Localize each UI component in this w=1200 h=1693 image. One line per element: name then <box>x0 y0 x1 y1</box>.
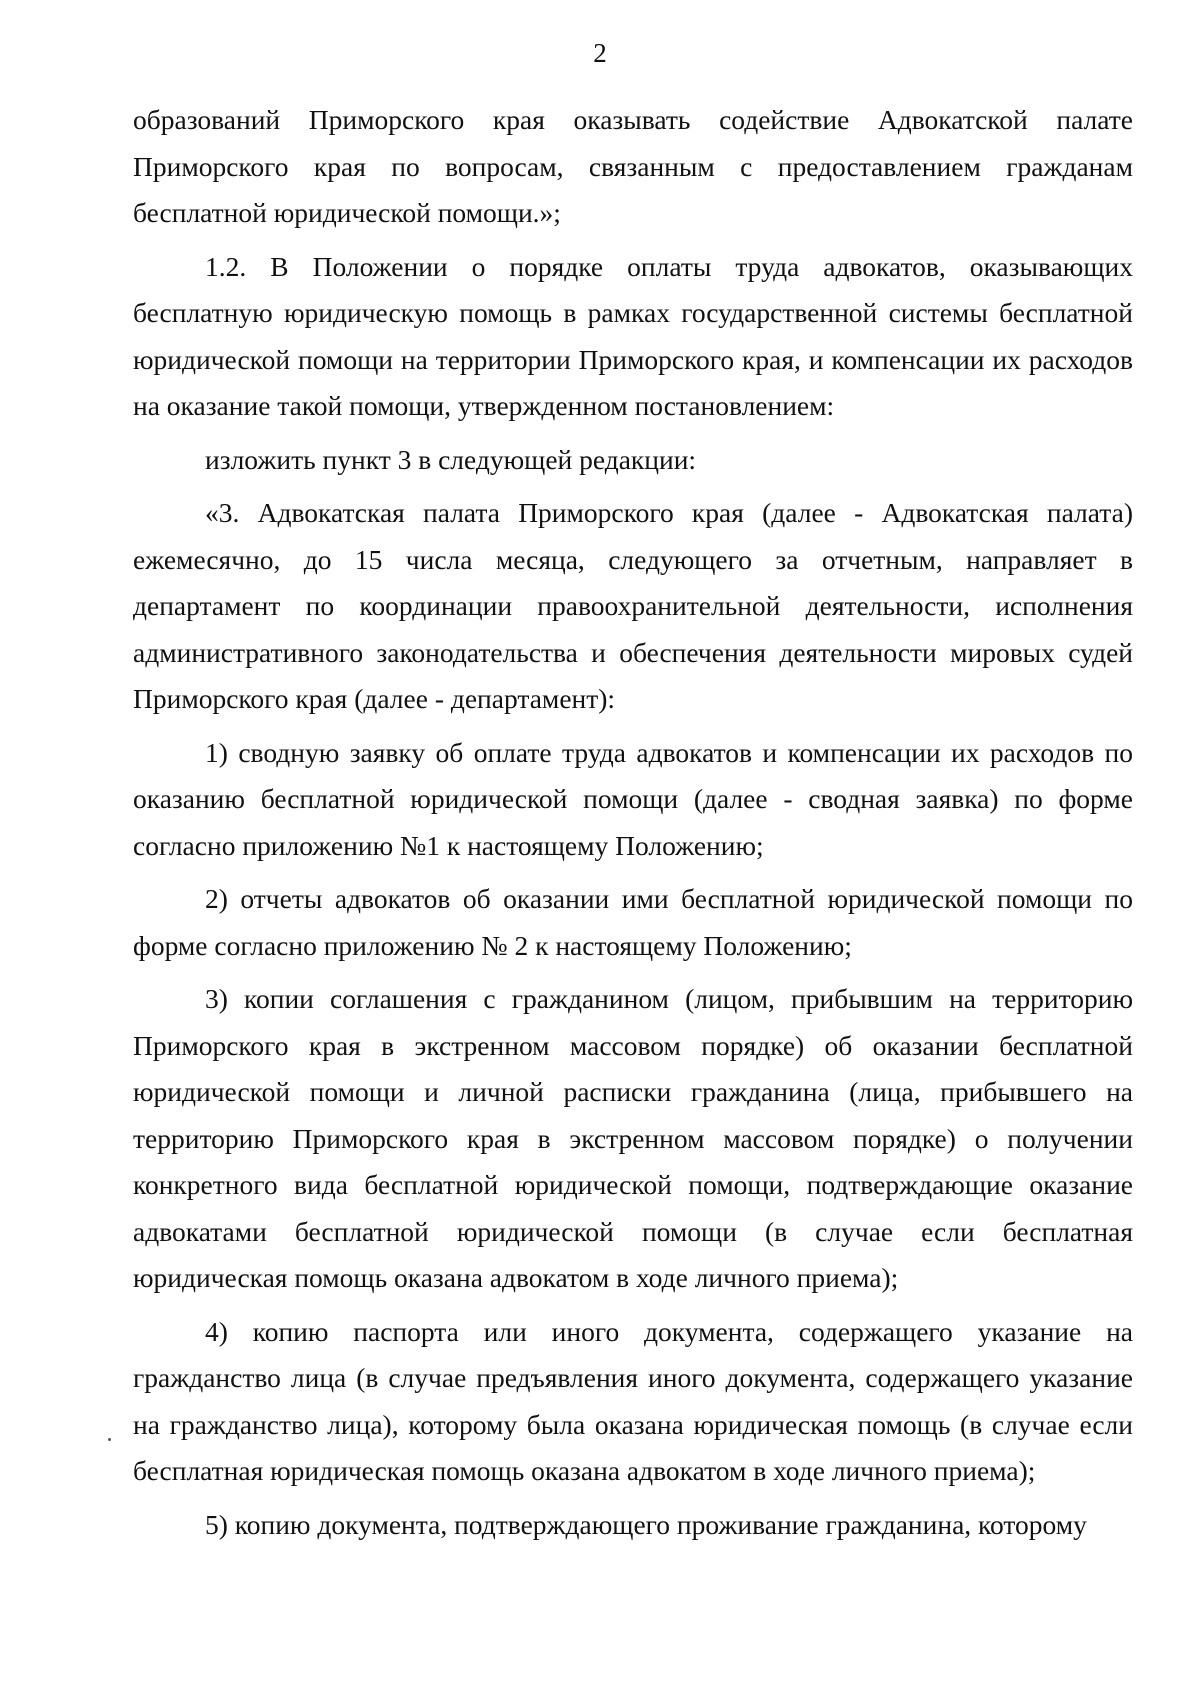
paragraph-clause-1-2: 1.2. В Положении о порядке оплаты труда адвокатов, оказывающих бесплатную юридическую помощь в рамках государственной системы бесплатной юридической помощи на территории Приморского края, и компенсации их расходов на оказание такой помощи, утвержденном постановлением: <box>133 250 1133 421</box>
list-item-2: 2) отчеты адвокатов об оказании ими бесплатной юридической помощи по форме согласно приложению № 2 к настоящему Положению; <box>133 883 1133 961</box>
list-item-4: 4) копию паспорта или иного документа, содержащего указание на гражданство лица (в случае предъявления иного документа, содержащего указание на гражданство лица), которому была оказана юридическая помощь (в случае если бесплатная юридическая помощь оказана адвокатом в ходе личного приема); <box>133 1315 1133 1486</box>
paragraph-continuation: образований Приморского края оказывать содействие Адвокатской палате Приморского края по вопросам, связанным с предоставлением гражданам бесплатной юридической помощи.»; <box>133 104 1133 228</box>
list-item-1: 1) сводную заявку об оплате труда адвокатов и компенсации их расходов по оказанию бесплатной юридической помощи (далее - сводная заявка) по форме согласно приложению №1 к настоящему Положению; <box>133 736 1133 861</box>
paragraph-item-3: «3. Адвокатская палата Приморского края (далее - Адвокатская палата) ежемесячно, до 15 числа месяца, следующего за отчетным, направляет в департамент по координации правоохранительной деятельности, исполнения административного законодательства и обеспечения деятельности мировых судей Приморского края (далее - департамент): <box>133 497 1133 714</box>
page-number: 2 <box>593 38 607 68</box>
document-body <box>133 97 1133 1548</box>
scan-speck <box>108 1438 111 1441</box>
list-item-5: 5) копию документа, подтверждающего проживание гражданина, которому <box>205 1508 1087 1540</box>
paragraph-amend-instruction: изложить пункт 3 в следующей редакции: <box>205 443 697 475</box>
list-item-3: 3) копии соглашения с гражданином (лицом, прибывшим на территорию Приморского края в экстренном массовом порядке) об оказании бесплатной юридической помощи и личной расписки гражданина (лица, прибывшего на территорию Приморского края в экстренном массовом порядке) о получении конкретного вида бесплатной юридической помощи, подтверждающие оказание адвокатами бесплатной юридической помощи (в случае если бесплатная юридическая помощь оказана адвокатом в ходе личного приема); <box>133 983 1133 1293</box>
